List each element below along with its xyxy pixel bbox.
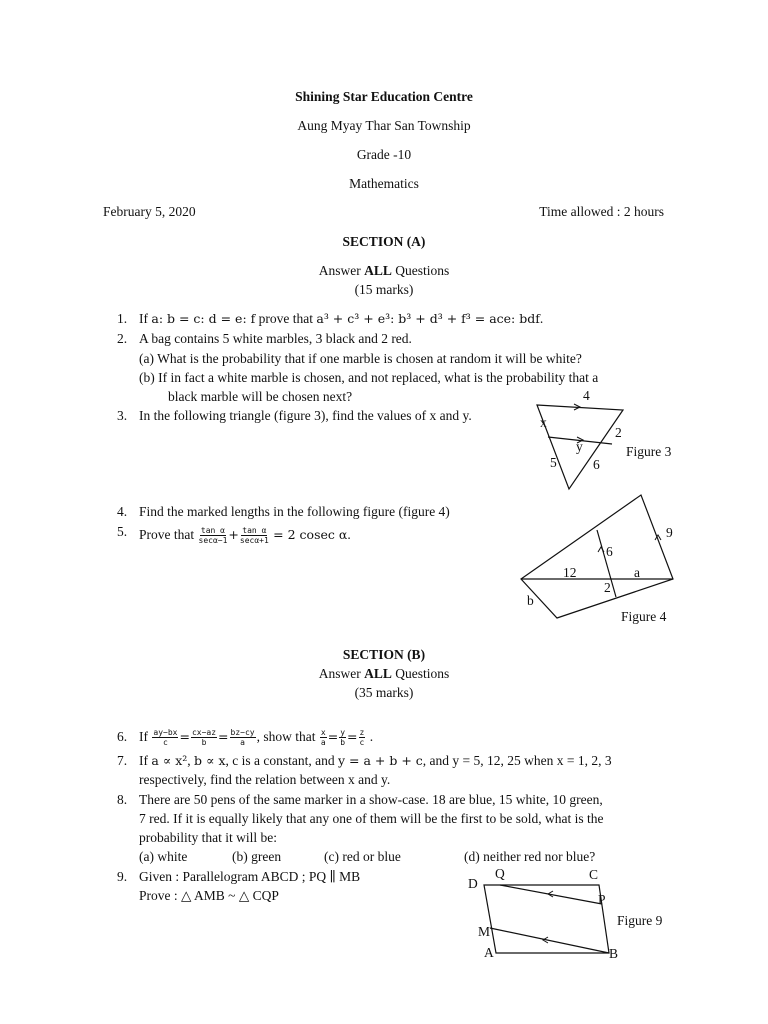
fig9-label-C: C [589,867,599,882]
q2-text: A bag contains 5 white marbles, 3 black and 2 red. [139,331,412,346]
fig3-label-y: y [576,439,583,454]
township: Aung Myay Thar San Township [297,118,471,133]
fig4-label-9: 9 [666,525,673,540]
q7-text-cont: respectively, find the relation between x and y. [139,772,391,787]
q3-number: 3. [117,408,128,423]
q2-number: 2. [117,331,128,346]
q2a-text: (a) What is the probability that if one marble is chosen at random it will be white? [139,351,582,366]
q8-number: 8. [117,792,128,807]
fig9-label-A: A [484,945,494,960]
q6-text: If $\frac{ay-bx}{c}$ = $\frac{cx-az}{b}$ = $\frac{bz-cy}{a}$ , show that $\frac{x}{a}$ = $\frac{y}{b}$ = $\frac{z}{c}$ . [139,728,374,748]
q4-number: 4. [117,504,128,519]
fig4-label-6: 6 [606,544,613,559]
fig3-label-x: x [540,415,547,430]
fig9-label-M: M [478,924,491,939]
q9-prove: Prove : △ AMB ~ △ CQP [139,888,279,903]
fig3-label-4: 4 [583,388,590,403]
school-name: Shining Star Education Centre [295,89,473,104]
q5-number: 5. [117,524,128,539]
exam-date: February 5, 2020 [103,204,196,219]
q8-text-3: probability that it will be: [139,830,277,845]
q3-text: In the following triangle (figure 3), find the values of x and y. [139,408,472,423]
q2b-text: (b) If in fact a white marble is chosen, and not replaced, what is the probability that a [139,370,599,385]
fig4-label-2: 2 [604,580,611,595]
figure-4-caption: Figure 4 [621,609,667,624]
q7-number: 7. [117,753,128,768]
fig9-label-B: B [609,946,619,961]
q1-text: If a: b = c: d = e: f prove that a³ + c³ + e³: b³ + d³ + f³ = ace: bdf. [139,311,544,326]
section-b-marks: (35 marks) [354,685,414,700]
q2b-text-cont: black marble will be chosen next? [168,389,353,404]
time-allowed: Time allowed : 2 hours [539,204,664,219]
q5-text: Prove that $\frac{\text{tan α}}{\sec\alpha-1}$ + $\frac{\text{tan α}}{\sec\alpha+1}$ = 2 cosec α. [139,526,351,546]
fig3-label-6: 6 [593,457,600,472]
section-a-instruction: Answer ALL Questions [318,263,450,278]
q9-number: 9. [117,869,128,884]
section-b-instruction: Answer ALL Questions [318,666,450,681]
section-a-marks: (15 marks) [354,282,414,297]
q9-given: Given : Parallelogram ABCD ; PQ ∥ MB [139,869,361,884]
q7-text: If a ∝ x², b ∝ x, c is a constant, and y = a + b + c, and y = 5, 12, 25 when x = 1, 2, 3 [139,753,612,768]
fig9-label-P: P [598,892,606,907]
fig3-label-5: 5 [550,455,557,470]
subject: Mathematics [349,176,419,191]
q8-text-2: 7 red. If it is equally likely that any one of them will be the first to be sold, what is the [139,811,604,826]
fig3-label-2: 2 [615,425,622,440]
figure-3-caption: Figure 3 [626,444,672,459]
q8-option-b: (b) green [232,849,282,864]
fig4-label-12: 12 [563,565,577,580]
q6-number: 6. [117,729,128,744]
q8-option-c: (c) red or blue [324,849,401,864]
q8-text-1: There are 50 pens of the same marker in a show-case. 18 are blue, 15 white, 10 green, [139,792,603,807]
grade: Grade -10 [356,147,412,162]
fig4-label-b: b [527,593,534,608]
q8-option-a: (a) white [139,849,188,864]
fig9-label-Q: Q [495,866,505,881]
fig9-label-D: D [468,876,478,891]
q1-number: 1. [117,311,128,326]
figure-9-caption: Figure 9 [617,913,663,928]
q8-option-d: (d) neither red nor blue? [464,849,596,864]
section-b-title: SECTION (B) [342,647,426,662]
section-a-title: SECTION (A) [342,234,426,249]
fig4-label-a: a [634,565,640,580]
q4-text: Find the marked lengths in the following figure (figure 4) [139,504,450,519]
